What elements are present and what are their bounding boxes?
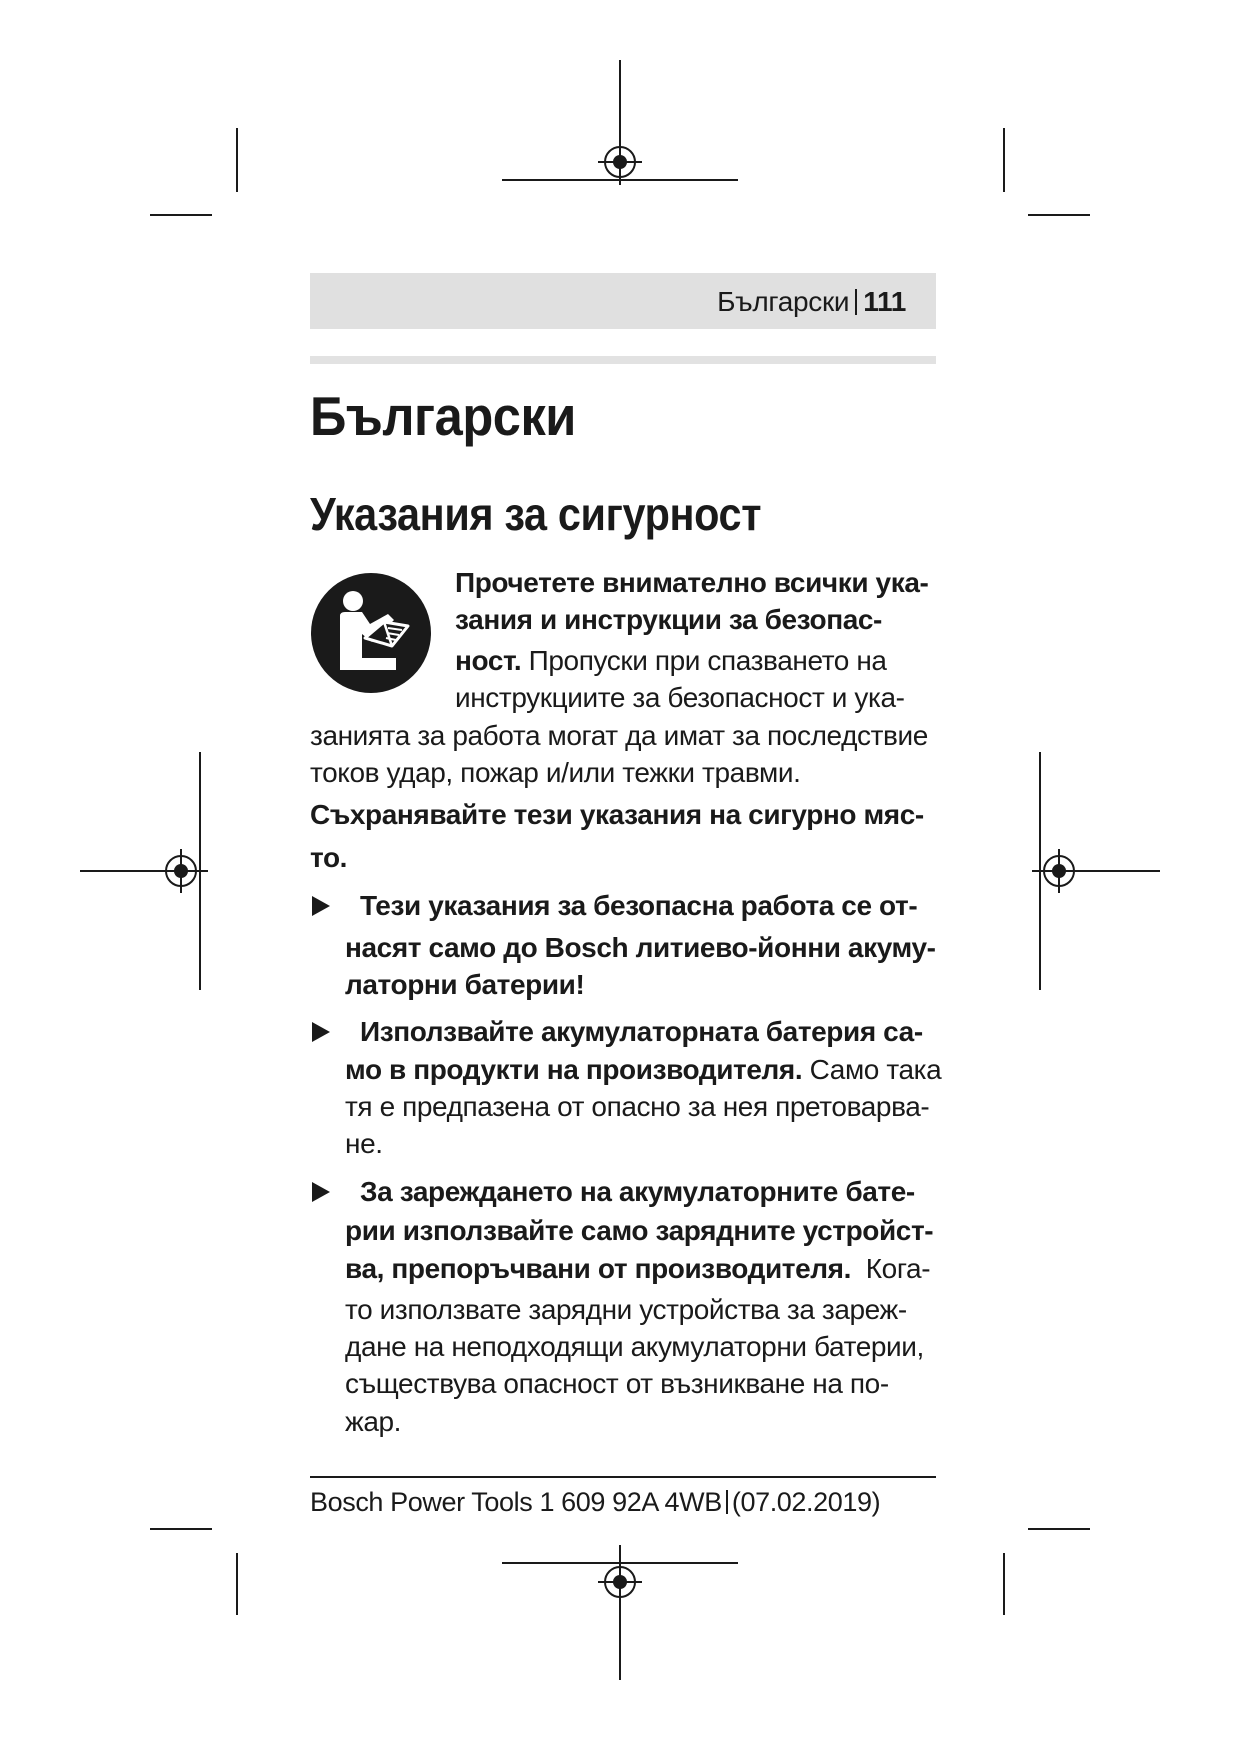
bullet-3-line: дане на неподходящи акумулаторни батерии, bbox=[345, 1331, 924, 1362]
intro-bold-word: ност. bbox=[455, 645, 522, 676]
bullet-2-line: Използвайте акумулаторната батерия са- bbox=[360, 1016, 923, 1047]
header-rule bbox=[310, 356, 936, 364]
header-section: Български bbox=[717, 286, 850, 317]
page-footer bbox=[310, 1485, 880, 1519]
bullet-3-line: то използвате зарядни устройства за зареж- bbox=[345, 1294, 907, 1325]
bullet-2-line: тя е предпазена от опасно за нея претоварва- bbox=[345, 1091, 930, 1122]
intro-bold-line: Прочетете внимателно всички ука- bbox=[455, 567, 929, 598]
running-header bbox=[310, 273, 936, 329]
read-manual-icon bbox=[310, 572, 432, 694]
bullet-2-line: не. bbox=[345, 1128, 383, 1159]
keep-notice-line: Съхранявайте тези указания на сигурно мяс- bbox=[310, 799, 924, 830]
section-heading: Указания за сигурност bbox=[310, 488, 762, 540]
intro-mixed-line bbox=[455, 642, 887, 679]
footer-date: (07.02.2019) bbox=[731, 1487, 881, 1517]
bullet-1-line: насят само до Bosch литиево-йонни акуму- bbox=[345, 932, 936, 963]
bullet-3-line: рии използвайте само зарядните устройст- bbox=[345, 1215, 934, 1246]
page-number: 111 bbox=[863, 286, 906, 317]
bullet-1-line: Тези указания за безопасна работа се от- bbox=[360, 890, 918, 921]
bullet-3-normal-text: Кога- bbox=[865, 1253, 931, 1284]
bullet-3-mixed-line bbox=[345, 1250, 930, 1287]
bullet-3-line: За зареждането на акумулаторните бате- bbox=[360, 1176, 915, 1207]
bullet-2-normal-text: Само така bbox=[809, 1054, 942, 1085]
page-title: Български bbox=[310, 385, 576, 447]
intro-normal-text: Пропуски при спазването на bbox=[528, 645, 887, 676]
footer-separator bbox=[726, 1490, 728, 1514]
bullet-3-bold-text: ва, препоръчвани от производителя. bbox=[345, 1253, 851, 1284]
bullet-arrow-icon bbox=[312, 896, 330, 916]
page-content bbox=[310, 380, 942, 1437]
footer-doc-number: 1 609 92A 4WB bbox=[539, 1487, 722, 1517]
header-separator bbox=[855, 289, 857, 315]
bullet-arrow-icon bbox=[312, 1022, 330, 1042]
intro-normal-line: инструкциите за безопасност и ука- bbox=[455, 682, 905, 713]
header-label bbox=[717, 288, 906, 316]
footer-brand: Bosch Power Tools bbox=[310, 1487, 533, 1517]
keep-notice-line: то. bbox=[310, 842, 348, 873]
bullet-3-line: жар. bbox=[345, 1406, 402, 1437]
bullet-2-mixed-line bbox=[345, 1051, 941, 1088]
intro-normal-line: занията за работа могат да имат за последствие bbox=[310, 720, 928, 751]
bullet-arrow-icon bbox=[312, 1182, 330, 1202]
bullet-2-bold-text: мо в продукти на производителя. bbox=[345, 1054, 803, 1085]
intro-bold-line: зания и инструкции за безопас- bbox=[455, 604, 882, 635]
intro-normal-line: токов удар, пожар и/или тежки травми. bbox=[310, 757, 801, 788]
bullet-3-line: съществува опасност от възникване на по- bbox=[345, 1368, 889, 1399]
footer-rule bbox=[310, 1476, 936, 1478]
bullet-1-line: латорни батерии! bbox=[345, 969, 585, 1000]
